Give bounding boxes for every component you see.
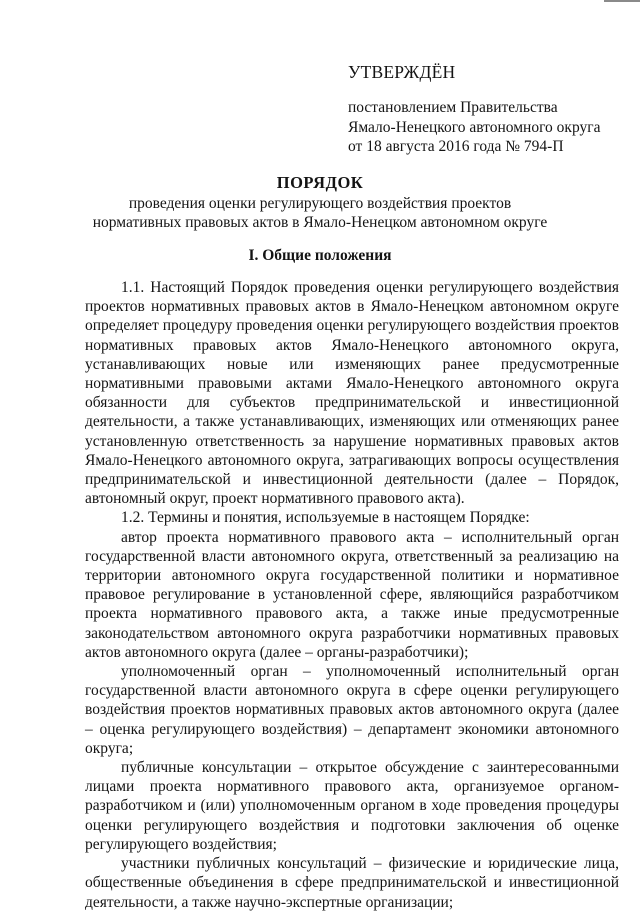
section-heading: I. Общие положения [248, 247, 392, 264]
scan-edge-mark [604, 0, 640, 2]
subtitle-line: нормативных правовых актов в Ямало-Ненецком автономном округе [92, 214, 548, 231]
approval-word: УТВЕРЖДЁН [348, 62, 456, 82]
paragraph-1-1: 1.1. Настоящий Порядок проведения оценки регулирующего воздействия проектов нормативных правовых актов в Ямало-Ненецком автономном округе определяет процедуру проведения оценки регулирующего воздействия проектов нормативных правовых актов Ямало-Ненецкого автономного округа, устанавливающих новые или изменяющих ранее предусмотренные нормативными правовыми актами Ямало-Ненецкого автономного округа обязанности для субъектов предпринимательской и инвестиционной деятельности, а также устанавливающих, изменяющих или отменяющих ранее установленную ответственность за нарушение нормативных правовых актов Ямало-Ненецкого автономного округа, затрагивающих вопросы осуществления предпринимательской и инвестиционной деятельности (далее – Порядок, автономный округ, проект нормативного правового акта). [85, 279, 619, 508]
approval-line: постановлением Правительства [348, 99, 558, 116]
paragraph-1-2: 1.2. Термины и понятия, используемые в настоящем Порядке: [121, 509, 530, 527]
document-body [85, 278, 619, 912]
approval-block [348, 62, 628, 157]
definition-participants: участники публичных консультаций – физические и юридические лица, общественные объединения в сфере предпринимательской и инвестиционной деятельности, а также научно-экспертные организации; [85, 855, 619, 911]
subtitle-line: проведения оценки регулирующего воздействия проектов [128, 195, 512, 212]
document-subtitle [0, 194, 640, 232]
approval-line: от 18 августа 2016 года № 794-П [348, 138, 564, 155]
definition-author: автор проекта нормативного правового акта – исполнительный орган государственной власти автономного округа, ответственный за реализацию на территории автономного округа государственной политики и нормативное правовое регулирование в установленной сфере, являющийся разработчиком проекта нормативного правового акта, а также иные предусмотренные законодательством автономного округа разработчики нормативных правовых актов автономного округа (далее – органы-разработчики); [85, 528, 619, 661]
definition-authorized-body: уполномоченный орган – уполномоченный исполнительный орган государственной власти автономного округа в сфере оценки регулирующего воздействия проектов нормативных правовых актов автономного округа (далее – оценка регулирующего воздействия) – департамент экономики автономного округа; [85, 663, 619, 757]
document-title: ПОРЯДОК [276, 173, 364, 192]
approval-line: Ямало-Ненецкого автономного округа [348, 118, 601, 136]
definition-public-consultations: публичные консультации – открытое обсуждение с заинтересованными лицами проекта нормативного правового акта, организуемое органом-разработчиком и (или) уполномоченным органом в ходе проведения процедуры оценки регулирующего воздействия и подготовки заключения об оценке регулирующего воздействия; [85, 759, 619, 853]
